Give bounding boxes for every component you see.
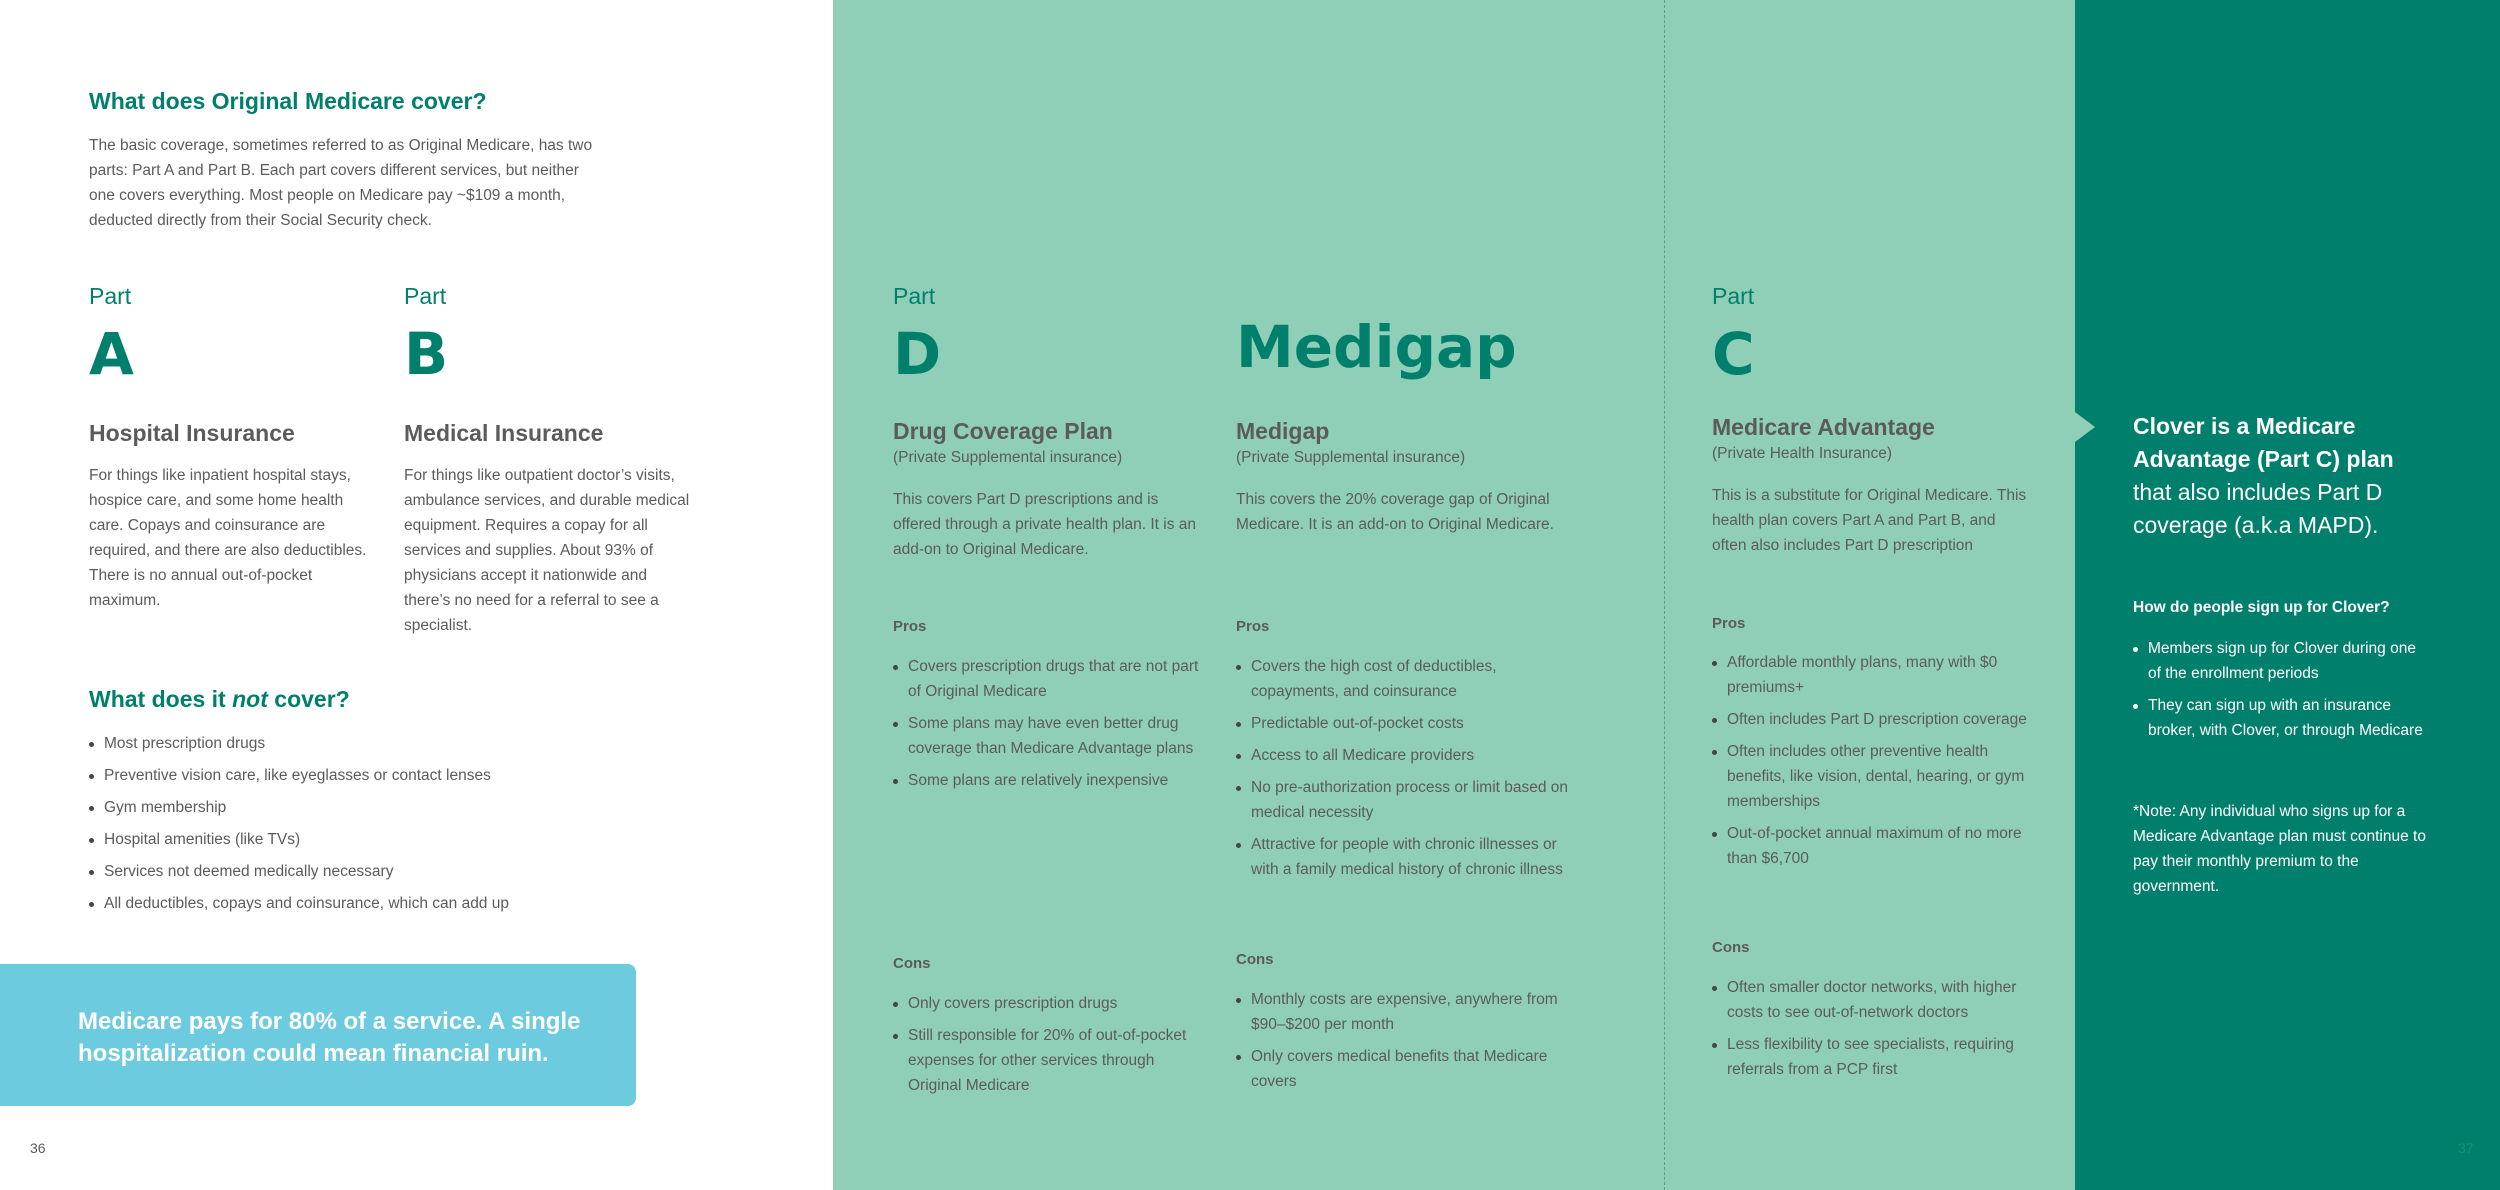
part-a-body: For things like inpatient hospital stays, hospice care, and some home health care. Copays and coinsurance are required, and there are also deductibles. There is no annual out-of-pocket maximum. xyxy=(89,467,367,609)
part-d-cons-label: Cons xyxy=(893,955,931,972)
list-item: Predictable out-of-pocket costs xyxy=(1236,711,1571,736)
part-d-body: This covers Part D prescriptions and is offered through a private health plan. It is an add-on to Original Medicare. xyxy=(893,491,1197,558)
page-number-right: 37 xyxy=(2458,1140,2474,1156)
part-b-label: Part xyxy=(404,283,447,309)
list-item: Often includes Part D prescription coverage xyxy=(1712,707,2042,732)
list-item: Some plans are relatively inexpensive xyxy=(893,768,1205,793)
list-item: Only covers medical benefits that Medicare covers xyxy=(1236,1044,1571,1094)
part-b-letter: B xyxy=(404,320,449,388)
part-d-cons-list xyxy=(893,991,1205,1105)
medigap-pros-list xyxy=(1236,654,1571,889)
not-cover-list xyxy=(89,731,649,923)
list-item: Hospital amenities (like TVs) xyxy=(89,827,649,852)
signup-heading: How do people sign up for Clover? xyxy=(2133,599,2390,616)
list-item: Less flexibility to see specialists, requiring referrals from a PCP first xyxy=(1712,1032,2042,1082)
callout-box xyxy=(0,964,636,1106)
medigap-cons-label: Cons xyxy=(1236,951,1274,968)
list-item: Services not deemed medically necessary xyxy=(89,859,649,884)
part-c-subtitle: (Private Health Insurance) xyxy=(1712,445,1893,462)
part-c-pros-label: Pros xyxy=(1712,615,1746,632)
medigap-subtitle: (Private Supplemental insurance) xyxy=(1236,449,1466,466)
part-d-label: Part xyxy=(893,283,936,309)
page-number-left: 36 xyxy=(30,1140,46,1156)
part-d-pros-label: Pros xyxy=(893,618,927,635)
list-item: Covers prescription drugs that are not part of Original Medicare xyxy=(893,654,1205,704)
list-item: Still responsible for 20% of out-of-pocket expenses for other services through Original Medicare xyxy=(893,1023,1205,1098)
list-item: Out-of-pocket annual maximum of no more than $6,700 xyxy=(1712,821,2042,871)
part-c-cons-label: Cons xyxy=(1712,939,1750,956)
clover-heading: Clover is a Medicare Advantage (Part C) plan that also includes Part D coverage (a.k.a MAPD). xyxy=(2133,413,2394,538)
list-item: Often smaller doctor networks, with higher costs to see out-of-network doctors xyxy=(1712,975,2042,1025)
list-item: Preventive vision care, like eyeglasses or contact lenses xyxy=(89,763,649,788)
list-item: Members sign up for Clover during one of the enrollment periods xyxy=(2133,636,2433,686)
part-a-label: Part xyxy=(89,283,132,309)
part-d-pros-list xyxy=(893,654,1205,800)
part-b-title: Medical Insurance xyxy=(404,420,604,446)
original-medicare-heading: What does Original Medicare cover? xyxy=(89,88,487,114)
list-item: All deductibles, copays and coinsurance, which can add up xyxy=(89,891,649,916)
clover-note: *Note: Any individual who signs up for a Medicare Advantage plan must continue to pay their monthly premium to the government. xyxy=(2133,803,2426,895)
part-c-body: This is a substitute for Original Medicare. This health plan covers Part A and Part B, and often also includes Part D prescription xyxy=(1712,487,2027,554)
medigap-pros-label: Pros xyxy=(1236,618,1270,635)
part-d-letter: D xyxy=(893,320,942,388)
medigap-big-title: Medigap xyxy=(1236,313,1517,381)
part-d-title: Drug Coverage Plan xyxy=(893,418,1113,444)
list-item: Gym membership xyxy=(89,795,649,820)
part-b-body: For things like outpatient doctor’s visits, ambulance services, and durable medical equipment. Requires a copay for all services and supplies. About 93% of physicians accept it nationwide and there’s no need for a referral to see a specialist. xyxy=(404,467,690,634)
medigap-title: Medigap xyxy=(1236,418,1330,444)
list-item: No pre-authorization process or limit based on medical necessity xyxy=(1236,775,1571,825)
list-item: Most prescription drugs xyxy=(89,731,649,756)
signup-list xyxy=(2133,636,2433,750)
list-item: Covers the high cost of deductibles, copayments, and coinsurance xyxy=(1236,654,1571,704)
part-c-pros-list xyxy=(1712,650,2042,878)
part-c-label: Part xyxy=(1712,283,1755,309)
list-item: Some plans may have even better drug coverage than Medicare Advantage plans xyxy=(893,711,1205,761)
not-cover-heading: What does it not cover? xyxy=(89,686,350,712)
list-item: Access to all Medicare providers xyxy=(1236,743,1571,768)
list-item: Often includes other preventive health benefits, like vision, dental, hearing, or gym memberships xyxy=(1712,739,2042,814)
part-c-letter: C xyxy=(1712,320,1755,388)
part-a-title: Hospital Insurance xyxy=(89,420,295,446)
list-item: They can sign up with an insurance broker, with Clover, or through Medicare xyxy=(2133,693,2433,743)
list-item: Attractive for people with chronic illnesses or with a family medical history of chronic illness xyxy=(1236,832,1571,882)
list-item: Affordable monthly plans, many with $0 premiums+ xyxy=(1712,650,2042,700)
part-d-subtitle: (Private Supplemental insurance) xyxy=(893,449,1123,466)
part-c-title: Medicare Advantage xyxy=(1712,414,1935,440)
list-item: Monthly costs are expensive, anywhere from $90–$200 per month xyxy=(1236,987,1571,1037)
column-divider xyxy=(1664,0,1665,1190)
original-medicare-body: The basic coverage, sometimes referred to as Original Medicare, has two parts: Part A and Part B. Each part covers different services, but neither one covers everything. Most people on Medicare pay ~$109 a month, deducted directly from their Social Security check. xyxy=(89,137,593,229)
medigap-body: This covers the 20% coverage gap of Original Medicare. It is an add-on to Original Medicare. xyxy=(1236,491,1554,533)
list-item: Only covers prescription drugs xyxy=(893,991,1205,1016)
pointer-notch xyxy=(2075,412,2095,442)
part-a-letter: A xyxy=(89,320,134,388)
callout-text: Medicare pays for 80% of a service. A single hospitalization could mean financial ruin. xyxy=(78,1008,581,1067)
part-c-cons-list xyxy=(1712,975,2042,1089)
medigap-cons-list xyxy=(1236,987,1571,1101)
teal-panel xyxy=(2075,0,2500,1190)
